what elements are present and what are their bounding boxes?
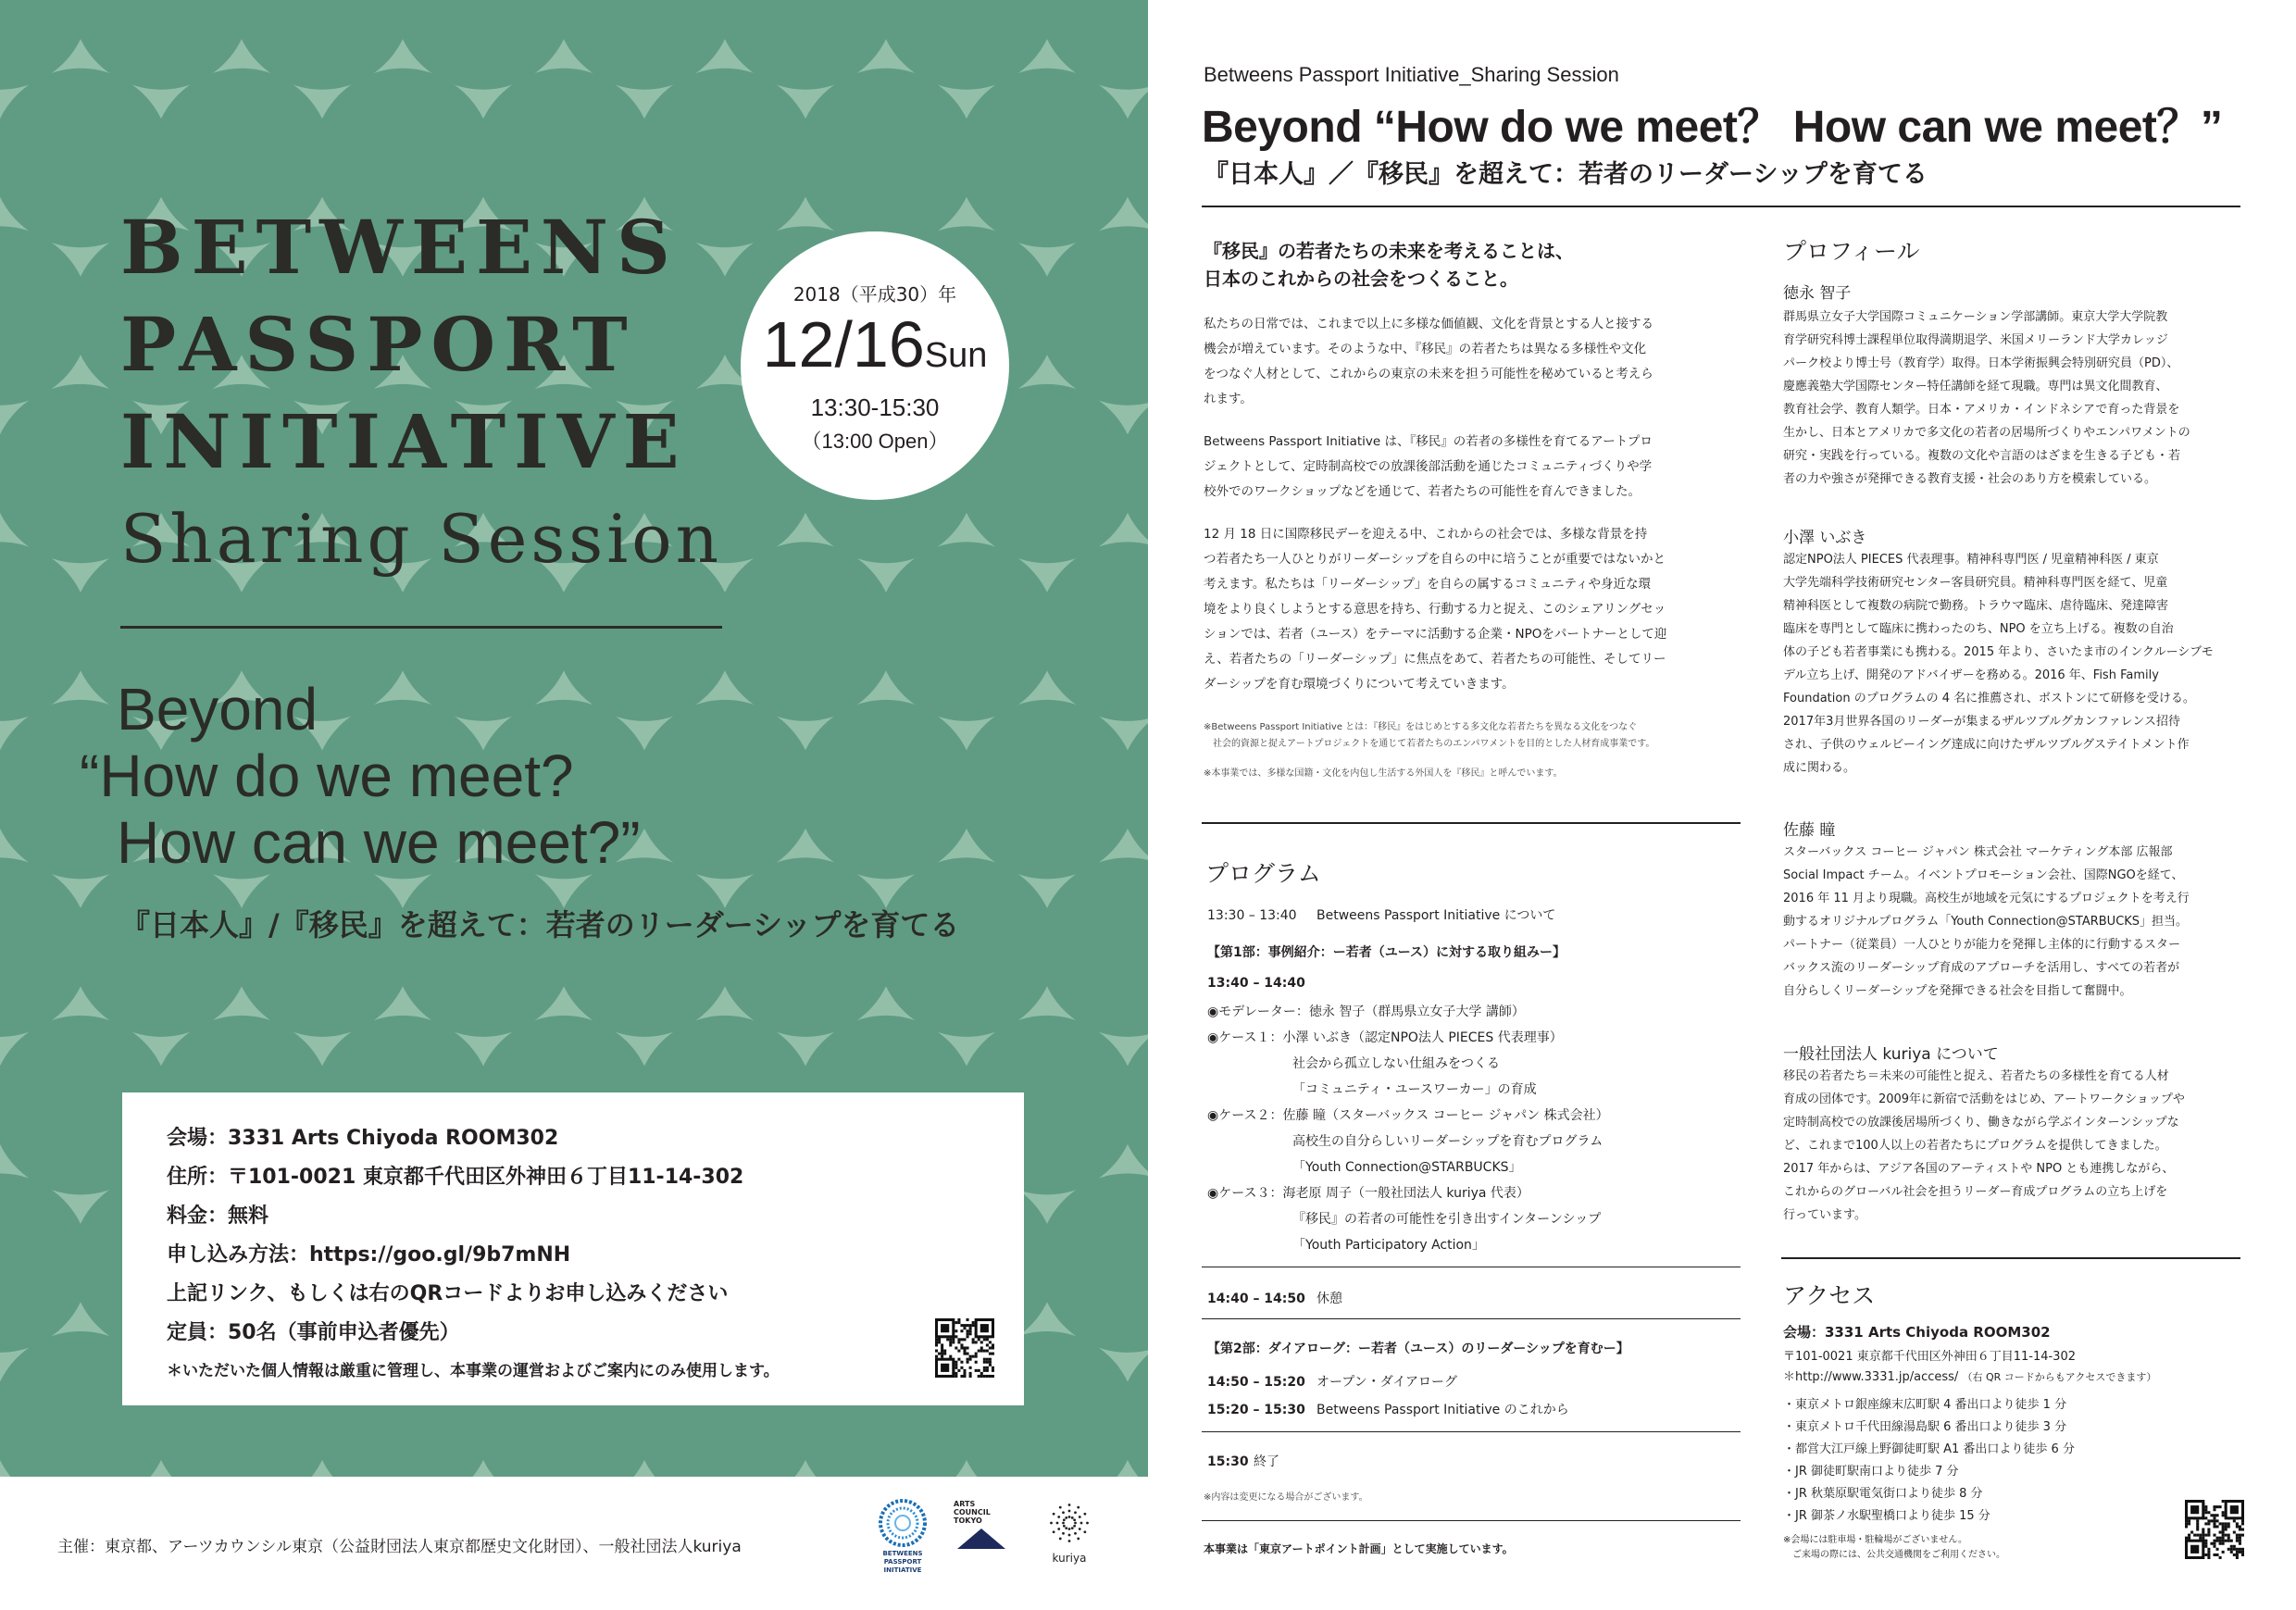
para1-line: 機会が増えています。そのような中、『移民』の若者たちは異なる多様性や文化 — [1204, 342, 1647, 356]
kuriya-logo-text: kuriya — [1052, 1552, 1087, 1565]
profile-line: 臨床を専門として臨床に携わったのち、NPO を立ち上げる。複数の自治 — [1783, 622, 2174, 636]
bp-logo-line-1: BETWEENS — [882, 1550, 923, 1557]
info-address: 住所：〒101-0021 東京都千代田区外神田６丁目11-14-302 — [167, 1166, 744, 1189]
pattern-circle — [393, 857, 572, 1036]
profile-line: デル立ち上げ、開発のアドバイザーを務める。2016 年、Fish Family — [1783, 668, 2159, 682]
profile-line: Social Impact チーム。イベントプロモーション会社、国際NGOを経て、 — [1783, 868, 2184, 882]
flyer-title-line-3: INITIATIVE — [120, 398, 688, 485]
info-apply-note: 上記リンク、もしくは右のQRコードよりお申し込みください — [167, 1282, 729, 1305]
lead-text — [1204, 237, 1574, 293]
access-route: ・東京メトロ銀座線末広町駅 4 番出口より徒歩 1 分 — [1783, 1398, 2067, 1412]
bp-logo-line-2: PASSPORT — [883, 1558, 922, 1566]
profile-line: 精神科医として複数の病院で勤務。トラウマ臨床、虐待臨床、発達障害 — [1783, 599, 2169, 613]
pattern-circle — [877, 857, 1055, 1036]
program-case2-subtitle: 「Youth Connection@STARBUCKS」 — [1292, 1160, 1522, 1175]
profile-line: 教育社会学、教育人類学。日本・アメリカ・インドネシアで育った背景を — [1783, 403, 2180, 417]
access-route: ・JR 秋葉原駅電気街口より徒歩 8 分 — [1783, 1487, 1983, 1501]
access-note-2: ご来場の際には、公共交通機関をご利用ください。 — [1783, 1550, 2005, 1560]
para1-line: れます。 — [1204, 392, 1253, 406]
profile-line: スターバックス コーヒー ジャパン 株式会社 マーケティング本部 広報部 — [1783, 845, 2173, 859]
profile-name-kuriya: 一般社団法人 kuriya について — [1783, 1045, 1999, 1064]
brochure-title: Beyond “How do we meet？ How can we meet？” — [1202, 103, 2223, 152]
para1-line: 私たちの日常では、これまで以上に多様な価値観、文化を背景とする人と接する — [1204, 317, 1653, 331]
program-divider — [1202, 1318, 1741, 1319]
program-case1: ◉ケース１：小澤 いぶき（認定NPO法人 PIECES 代表理事） — [1207, 1030, 1563, 1045]
program-heading: プログラム — [1205, 860, 1321, 887]
flyer-divider — [120, 626, 722, 629]
arts-council-tokyo-logo — [954, 1500, 1009, 1554]
program-case3-title: 『移民』の若者の可能性を引き出すインターンシップ — [1292, 1212, 1602, 1227]
access-address: 〒101-0021 東京都千代田区外神田６丁目11-14-302 — [1783, 1350, 2076, 1364]
pattern-circle — [957, 69, 1136, 247]
profile-name-ozawa: 小澤 いぶき — [1783, 529, 1867, 547]
para3-line: ションでは、若者（ユース）をテーマに活動する企業・NPOをパートナーとして迎 — [1204, 627, 1667, 642]
intro-paragraph-2 — [1204, 430, 1731, 505]
program-divider — [1202, 1431, 1741, 1432]
program-part2-heading: 【第2部：ダイアローグ：ー若者（ユース）のリーダーシップを育むー】 — [1207, 1342, 1629, 1356]
profile-line: 自分らしくリーダーシップを発揮できる社会を目指して奮闘中。 — [1783, 984, 2132, 998]
pattern-circle — [555, 857, 733, 1036]
program-time: 14:50 – 15:20 — [1207, 1375, 1305, 1390]
program-top-rule — [1202, 822, 1741, 824]
pattern-circle — [796, 69, 975, 247]
program-case2: ◉ケース２：佐藤 瞳（スターバックス コーヒー ジャパン 株式会社） — [1207, 1108, 1609, 1123]
flyer-panel — [0, 0, 1148, 1477]
profile-line: パーク校より博士号（教育学）取得。日本学術振興会特別研究員（PD）、 — [1783, 356, 2179, 370]
profile-line: 成に関わる。 — [1783, 761, 1856, 775]
para2-line: ジェクトとして、定時制高校での放課後部活動を通じたコミュニティづくりや学 — [1204, 459, 1653, 474]
profile-line: 移民の若者たち＝未来の可能性と捉え、若者たちの多様性を育てる人材 — [1783, 1069, 2169, 1083]
access-url — [1783, 1367, 2156, 1384]
betweens-passport-logo-text — [870, 1550, 935, 1575]
program-part1-heading: 【第1部：事例紹介：ー若者（ユース）に対する取り組みー】 — [1207, 945, 1566, 960]
flyer-beyond-heading — [80, 676, 641, 876]
profile-line: 慶應義塾大学国際センター特任講師を経て現職。専門は異文化間教育、 — [1783, 380, 2168, 393]
profile-line: 定時制高校での放課後居場所づくり、働きながら学ぶインターンシップな — [1783, 1116, 2179, 1129]
date-open: （13:00 Open） — [801, 430, 949, 453]
program-item: オープン・ダイアローグ — [1316, 1375, 1458, 1390]
para3-line: 境をより良くしようとする意思を持ち、行動する力と捉え、このシェアリングセッ — [1204, 602, 1666, 617]
profile-line: 2016 年 11 月より現職。高校生が地域を元気にするプロジェクトを考え行 — [1783, 892, 2190, 905]
para3-line: 考えます。私たちは「リーダーシップ」を自らの属するコミュニティや身近な環 — [1204, 577, 1652, 592]
pattern-circle — [957, 700, 1136, 879]
profile-line: バックス流のリーダーシップ育成のアプローチを活用し、すべての若者が — [1783, 961, 2180, 975]
program-moderator: ◉モデレーター：徳永 智子（群馬県立女子大学 講師） — [1207, 1005, 1525, 1019]
info-capacity: 定員：50名（事前申込者優先） — [167, 1321, 460, 1344]
profile-line: パートナー（従業員）一人ひとりが能力を発揮し主体的に行動するスター — [1783, 938, 2181, 952]
flyer-title-line-1: BETWEENS — [120, 204, 679, 291]
access-route: ・東京メトロ千代田線湯島駅 6 番出口より徒歩 3 分 — [1783, 1420, 2067, 1434]
program-case3: ◉ケース３：海老原 周子（一般社団法人 kuriya 代表） — [1207, 1186, 1529, 1201]
profile-line: され、子供のウェルビーイング達成に向けたザルツブルグステイトメント作 — [1783, 738, 2190, 752]
profile-line: 研究・実践を行っている。複数の文化や言語のはざまを生きる子ども・若 — [1783, 449, 2181, 463]
para3-line: ダーシップを育む環境づくりについて考えていきます。 — [1204, 677, 1515, 692]
program-row — [1207, 1400, 1569, 1418]
lead-line-2: 日本のこれからの社会をつくること。 — [1204, 268, 1518, 290]
footnote-1: ※Betweens Passport Initiative とは：『移民』をはじめとする多文化な若者たちを異なる文化をつなぐ — [1204, 722, 1638, 732]
access-url-note: （右 QR コードからもアクセスできます） — [1962, 1371, 2157, 1383]
access-route: ・都営大江戸線上野御徒町駅 A1 番出口より徒歩 6 分 — [1783, 1442, 2075, 1456]
program-row — [1207, 905, 1555, 924]
program-case3-subtitle: 「Youth Participatory Action」 — [1292, 1238, 1485, 1253]
program-time: 14:40 – 14:50 — [1207, 1292, 1305, 1306]
access-heading: アクセス — [1783, 1282, 1876, 1309]
info-fee: 料金：無料 — [167, 1204, 269, 1228]
organizer-credit: 主催：東京都、アーツカウンシル東京（公益財団法人東京都歴史文化財団）、一般社団法人kuriya — [57, 1538, 742, 1556]
ac-logo-line-2: COUNCIL — [954, 1508, 991, 1516]
flyer-subtitle: Sharing Session — [120, 500, 722, 578]
info-venue: 会場：3331 Arts Chiyoda ROOM302 — [167, 1127, 559, 1150]
pattern-circle — [877, 542, 1055, 720]
para3-line: つ若者たち一人ひとりがリーダーシップを自らの中に培うことが重要ではないかと — [1204, 552, 1666, 567]
profile-line: 大学先端科学技術研究センター客員研究員。精神科専門医を経て、児童 — [1783, 576, 2168, 590]
profile-name-sato: 佐藤 瞳 — [1783, 821, 1836, 840]
profile-line: 体の子ども若者事業にも携わる。2015 年より、さいたま市のインクルーシブモ — [1783, 645, 2214, 659]
beyond-line-1: Beyond — [117, 676, 318, 743]
beyond-line-3: How can we meet?” — [117, 809, 641, 876]
flyer-jp-subtitle: 『日本人』/『移民』を超えて：若者のリーダーシップを育てる — [120, 907, 960, 942]
profile-line: これからのグローバル社会を担うリーダー育成プログラムの立ち上げを — [1783, 1185, 2168, 1199]
para3-line: え、若者たちの「リーダーシップ」に焦点をあて、若者たちの可能性、そしてリー — [1204, 652, 1666, 667]
pattern-circle — [716, 857, 894, 1036]
program-row — [1207, 1372, 1457, 1391]
para3-line: 12 月 18 日に国際移民デーを迎える中、これからの社会では、多様な背景を持 — [1204, 527, 1648, 542]
profile-line: 2017 年からは、アジア各国のアーティストや NPO とも連携しながら、 — [1783, 1162, 2175, 1176]
pattern-circle — [796, 700, 975, 879]
profile-text-sato — [1783, 841, 2237, 1003]
program-bottom-rule — [1202, 1520, 1741, 1521]
date-weekday: Sun — [924, 336, 988, 375]
pattern-circle — [716, 542, 894, 720]
profile-line: 者の力や強さが発揮できる教育支援・社会のあり方を模索している。 — [1783, 472, 2157, 486]
profile-line: 育学研究科博士課程単位取得満期退学、米国メリーランド大学カレッジ — [1783, 333, 2168, 347]
profile-line: 2017年3月世界各国のリーダーが集まるザルツブルグカンファレンス招待 — [1783, 715, 2180, 729]
intro-paragraph-1 — [1204, 312, 1731, 412]
program-item: Betweens Passport Initiative について — [1316, 908, 1556, 923]
program-item: 終了 — [1254, 1454, 1279, 1469]
profile-name-tokunaga: 徳永 智子 — [1783, 284, 1852, 303]
date-year: 2018（平成30）年 — [792, 283, 957, 306]
pattern-circle — [232, 857, 411, 1036]
header-rule — [1202, 206, 2240, 207]
profile-line: 生かし、日本とアメリカで多文化の若者の居場所づくりやエンパワメントの — [1783, 426, 2190, 440]
profile-line: 行っています。 — [1783, 1208, 1866, 1222]
program-item: 休憩 — [1316, 1292, 1342, 1306]
program-row — [1207, 1289, 1342, 1307]
betweens-passport-logo-icon — [878, 1498, 928, 1548]
profile-line: 育成の団体です。2009年に新宿で活動をはじめ、アートワークショップや — [1783, 1092, 2185, 1106]
date-time: 13:30-15:30 — [810, 393, 940, 421]
program-case1-title: 社会から孤立しない仕組みをつくる — [1292, 1056, 1500, 1071]
lead-line-1: 『移民』の若者たちの未来を考えることは、 — [1204, 240, 1574, 262]
program-item: Betweens Passport Initiative のこれから — [1316, 1403, 1569, 1417]
flyer-title-line-2: PASSPORT — [120, 301, 636, 388]
access-route: ・JR 御徒町駅南口より徒歩 7 分 — [1783, 1465, 1959, 1479]
access-top-rule — [1781, 1257, 2240, 1259]
access-url-link[interactable]: ＊http://www.3331.jp/access/ — [1783, 1370, 1959, 1384]
brochure-subtitle: 『日本人』／『移民』を超えて：若者のリーダーシップを育てる — [1204, 160, 1928, 189]
date-day — [741, 307, 1009, 381]
profile-line: 群馬県立女子大学国際コミュニケーション学部講師。東京大学大学院教 — [1783, 310, 2168, 324]
profile-line: 動するオリジナルプログラム「Youth Connection@STARBUCKS」担当。 — [1783, 915, 2189, 929]
program-case2-title: 高校生の自分らしいリーダーシップを育むプログラム — [1292, 1134, 1603, 1149]
footnote-3: ※本事業では、多様な国籍・文化を内包し生活する外国人を『移民』と呼んでいます。 — [1204, 768, 1563, 779]
intro-paragraph-3 — [1204, 522, 1731, 697]
program-footer: 本事業は「東京アートポイント計画」として実施しています。 — [1204, 1542, 1514, 1555]
brochure-kicker: Betweens Passport Initiative_Sharing Session — [1204, 63, 1619, 86]
access-route: ・JR 御茶ノ水駅聖橋口より徒歩 15 分 — [1783, 1509, 1990, 1523]
profile-line: 認定NPO法人 PIECES 代表理事。精神科専門医 / 児童精神科医 / 東京 — [1783, 553, 2159, 567]
ac-logo-line-3: TOKYO — [954, 1516, 982, 1525]
profile-line: ど、これまで100人以上の若者たちにプログラムを提供してきました。 — [1783, 1139, 2167, 1153]
profile-heading: プロフィール — [1783, 238, 1920, 265]
para1-line: をつなぐ人材として、これからの東京の未来を担う可能性を秘めていると考えら — [1204, 367, 1653, 381]
pattern-circle — [635, 700, 814, 879]
qr-code-icon[interactable] — [935, 1318, 994, 1378]
info-privacy-note: ＊いただいた個人情報は厳重に管理し、本事業の運営およびご案内にのみ使用します。 — [167, 1362, 780, 1380]
profile-line: Foundation のプログラムの 4 名に推薦され、ボストンにて研修を受ける。 — [1783, 692, 2195, 705]
program-time: 13:40 – 14:40 — [1207, 976, 1305, 991]
access-note-1: ※会場には駐車場・駐輪場がございません。 — [1783, 1535, 1967, 1545]
bp-logo-line-3: INITIATIVE — [883, 1566, 922, 1574]
flyer-title-block — [120, 199, 722, 578]
info-apply-link[interactable]: 申し込み方法：https://goo.gl/9b7mNH — [167, 1243, 571, 1267]
pattern-circle — [71, 857, 250, 1036]
para2-line: 校外でのワークショップなどを通じて、若者たちの可能性を育んできました。 — [1204, 484, 1641, 499]
access-venue: 会場：3331 Arts Chiyoda ROOM302 — [1783, 1324, 2051, 1341]
program-time: 15:30 — [1207, 1454, 1249, 1469]
access-qr-code-icon[interactable] — [2185, 1500, 2244, 1559]
para2-line: Betweens Passport Initiative は、『移民』の若者の多様性を育てるアートプロ — [1204, 434, 1653, 449]
program-time: 13:30 – 13:40 — [1207, 908, 1297, 923]
profile-text-tokunaga — [1783, 306, 2237, 491]
program-row — [1207, 1452, 1279, 1470]
program-note: ※内容は変更になる場合がございます。 — [1204, 1492, 1368, 1503]
kuriya-logo-icon — [1046, 1500, 1092, 1546]
profile-text-kuriya — [1783, 1065, 2237, 1227]
mountain-icon — [954, 1525, 1009, 1551]
date-badge — [741, 231, 1009, 500]
ac-logo-line-1: ARTS — [954, 1500, 976, 1508]
program-case1-subtitle: 「コミュニティ・ユースワーカー」の育成 — [1292, 1082, 1537, 1097]
event-info-box — [122, 1092, 1024, 1405]
beyond-line-2: “How do we meet? — [80, 743, 574, 809]
program-time: 15:20 – 15:30 — [1207, 1403, 1305, 1417]
date-day-number: 12/16 — [762, 308, 925, 381]
profile-text-ozawa — [1783, 548, 2237, 780]
footnote-2: 社会的資源と捉えアートプロジェクトを通じて若者たちのエンパワメントを目的とした人材育成事業です。 — [1204, 739, 1655, 749]
